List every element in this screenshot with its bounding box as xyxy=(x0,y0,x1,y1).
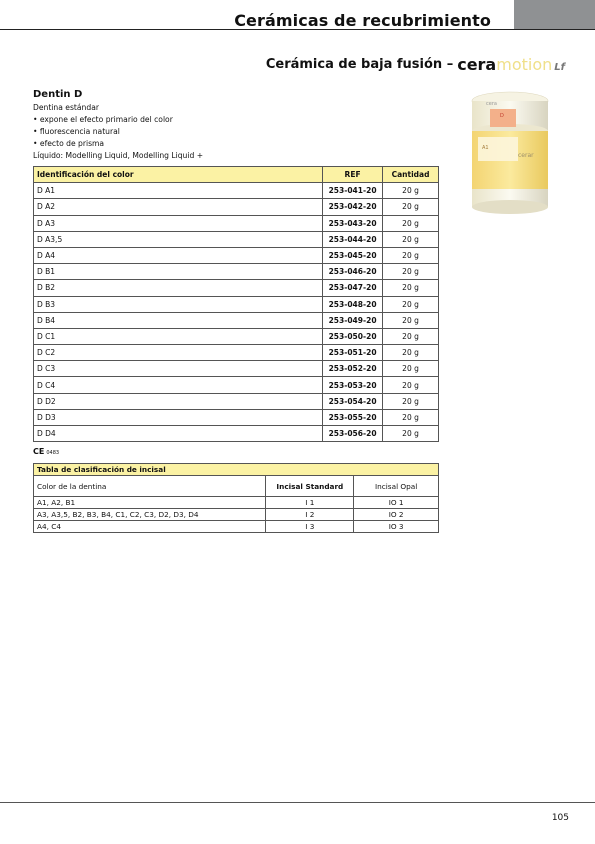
desc-line: Líquido: Modelling Liquid, Modelling Liquid + xyxy=(33,151,204,160)
quantity-cell: 20 g xyxy=(383,426,439,442)
incisal-col-header-opal: Incisal Opal xyxy=(354,476,439,497)
table-row xyxy=(34,345,439,361)
ref-cell: 253-056-20 xyxy=(323,426,383,442)
table-row xyxy=(34,497,439,509)
table-row xyxy=(34,312,439,328)
table-row xyxy=(34,231,439,247)
quantity-cell: 20 g xyxy=(383,312,439,328)
color-id-cell: D C4 xyxy=(34,377,323,393)
table-row xyxy=(34,183,439,199)
page-subtitle: Cerámica de baja fusión – xyxy=(265,56,454,72)
ce-mark-label: CE xyxy=(33,447,45,456)
incisal-standard-cell: I 3 xyxy=(266,521,354,533)
color-id-cell: D B2 xyxy=(34,280,323,296)
col-header-color: Identificación del color xyxy=(34,167,323,183)
color-id-cell: D C2 xyxy=(34,345,323,361)
jar-brand-text: cera xyxy=(486,101,497,107)
table-row xyxy=(34,361,439,377)
page-number: 105 xyxy=(551,813,569,823)
ref-cell: 253-051-20 xyxy=(323,345,383,361)
ref-cell: 253-052-20 xyxy=(323,361,383,377)
ref-cell: 253-055-20 xyxy=(323,409,383,425)
color-id-cell: D A3 xyxy=(34,215,323,231)
color-id-cell: D A2 xyxy=(34,199,323,215)
color-id-cell: D C1 xyxy=(34,328,323,344)
incisal-col-header-standard: Incisal Standard xyxy=(266,476,354,497)
logo-text-cera: cera xyxy=(457,54,497,74)
ref-cell: 253-050-20 xyxy=(323,328,383,344)
quantity-cell: 20 g xyxy=(383,199,439,215)
color-id-cell: D B1 xyxy=(34,264,323,280)
quantity-cell: 20 g xyxy=(383,183,439,199)
col-header-quantity: Cantidad xyxy=(383,167,439,183)
col-header-ref: REF xyxy=(323,167,383,183)
logo-text-motion: motion xyxy=(496,54,553,74)
table-row xyxy=(34,199,439,215)
incisal-opal-cell: IO 1 xyxy=(354,497,439,509)
logo-text-suffix: Lf xyxy=(554,61,565,73)
incisal-standard-cell: I 2 xyxy=(266,509,354,521)
table-row xyxy=(34,426,439,442)
desc-line: Dentina estándar xyxy=(33,103,99,112)
table-row xyxy=(34,247,439,263)
jar-letter-text: D xyxy=(500,113,504,119)
color-id-cell: D D4 xyxy=(34,426,323,442)
table-row xyxy=(34,280,439,296)
quantity-cell: 20 g xyxy=(383,296,439,312)
ce-mark xyxy=(33,447,59,456)
table-row xyxy=(34,377,439,393)
color-id-cell: D D2 xyxy=(34,393,323,409)
quantity-cell: 20 g xyxy=(383,361,439,377)
page-title: Cerámicas de recubrimiento xyxy=(234,11,491,30)
color-id-cell: D B4 xyxy=(34,312,323,328)
color-id-cell: D A1 xyxy=(34,183,323,199)
quantity-cell: 20 g xyxy=(383,345,439,361)
desc-line: • fluorescencia natural xyxy=(33,127,120,136)
incisal-table-title: Tabla de clasificación de incisal xyxy=(34,464,439,476)
ref-cell: 253-042-20 xyxy=(323,199,383,215)
jar-code-text: A1 xyxy=(482,145,489,151)
ref-cell: 253-049-20 xyxy=(323,312,383,328)
color-id-cell: D D3 xyxy=(34,409,323,425)
table-header-row xyxy=(34,167,439,183)
incisal-standard-cell: I 1 xyxy=(266,497,354,509)
incisal-col-header-dentin: Color de la dentina xyxy=(34,476,266,497)
subtitle-row xyxy=(266,50,565,78)
color-id-cell: D A3,5 xyxy=(34,231,323,247)
ref-cell: 253-046-20 xyxy=(323,264,383,280)
quantity-cell: 20 g xyxy=(383,280,439,296)
ref-cell: 253-053-20 xyxy=(323,377,383,393)
incisal-classification-table xyxy=(33,463,439,533)
jar-side-text: cerar xyxy=(518,152,534,159)
quantity-cell: 20 g xyxy=(383,328,439,344)
table-row xyxy=(34,328,439,344)
color-id-cell: D C3 xyxy=(34,361,323,377)
product-jar-image xyxy=(460,87,560,217)
incisal-opal-cell: IO 2 xyxy=(354,509,439,521)
dentin-color-cell: A4, C4 xyxy=(34,521,266,533)
table-row xyxy=(34,521,439,533)
ceramotion-logo xyxy=(457,55,565,74)
ref-cell: 253-045-20 xyxy=(323,247,383,263)
ref-cell: 253-044-20 xyxy=(323,231,383,247)
ref-cell: 253-047-20 xyxy=(323,280,383,296)
desc-line: • efecto de prisma xyxy=(33,139,105,148)
product-name: Dentin D xyxy=(33,89,83,100)
table-row xyxy=(34,393,439,409)
ref-cell: 253-054-20 xyxy=(323,393,383,409)
quantity-cell: 20 g xyxy=(383,231,439,247)
ref-cell: 253-048-20 xyxy=(323,296,383,312)
quantity-cell: 20 g xyxy=(383,377,439,393)
incisal-opal-cell: IO 3 xyxy=(354,521,439,533)
table-row xyxy=(34,264,439,280)
quantity-cell: 20 g xyxy=(383,215,439,231)
color-id-cell: D B3 xyxy=(34,296,323,312)
table-row xyxy=(34,296,439,312)
quantity-cell: 20 g xyxy=(383,264,439,280)
product-description xyxy=(33,102,203,162)
color-ref-table xyxy=(33,166,439,442)
ce-mark-number: 0483 xyxy=(46,450,60,456)
table-row xyxy=(34,509,439,521)
dentin-color-cell: A1, A2, B1 xyxy=(34,497,266,509)
ref-cell: 253-041-20 xyxy=(323,183,383,199)
table-row xyxy=(34,215,439,231)
incisal-header-row xyxy=(34,476,439,497)
header-gray-block xyxy=(514,0,595,30)
quantity-cell: 20 g xyxy=(383,409,439,425)
quantity-cell: 20 g xyxy=(383,247,439,263)
desc-line: • expone el efecto primario del color xyxy=(33,115,173,124)
quantity-cell: 20 g xyxy=(383,393,439,409)
footer-rule xyxy=(0,802,595,803)
table-row xyxy=(34,409,439,425)
ref-cell: 253-043-20 xyxy=(323,215,383,231)
incisal-title-row xyxy=(34,464,439,476)
dentin-color-cell: A3, A3,5, B2, B3, B4, C1, C2, C3, D2, D3, D4 xyxy=(34,509,266,521)
color-id-cell: D A4 xyxy=(34,247,323,263)
